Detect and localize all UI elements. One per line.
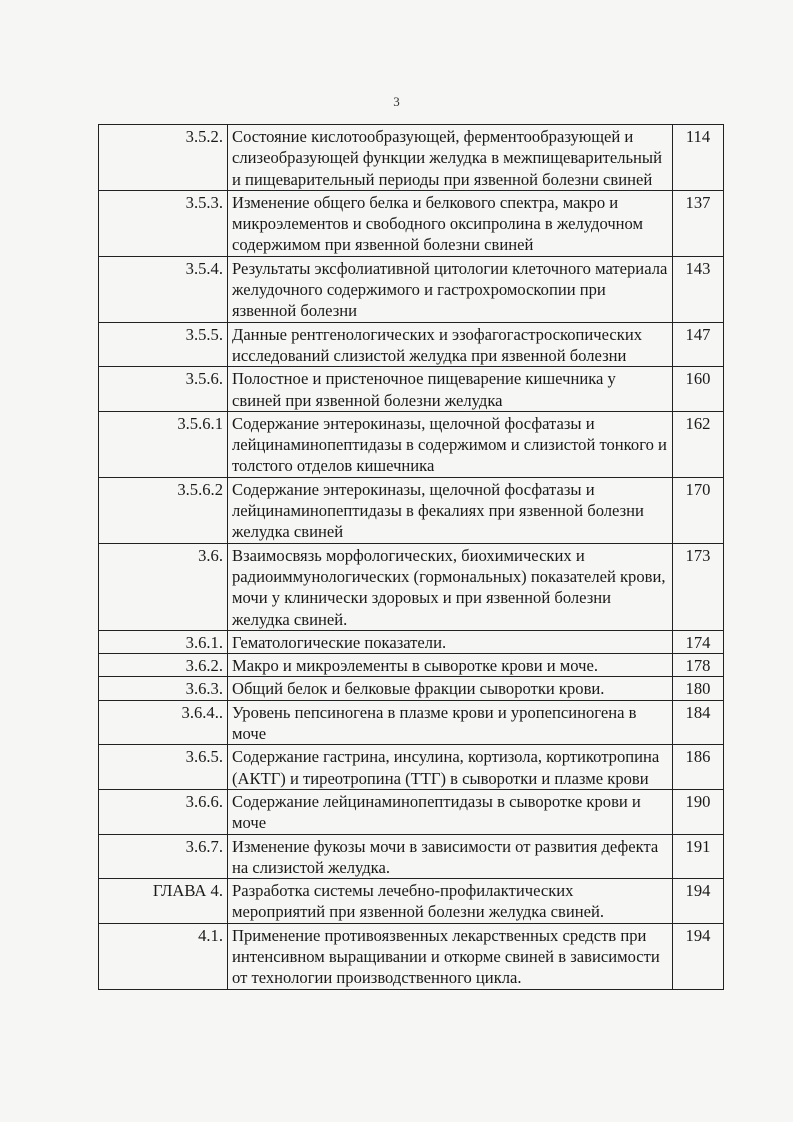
section-number: 3.5.4.	[99, 256, 228, 322]
page-ref: 143	[673, 256, 724, 322]
page-ref: 191	[673, 834, 724, 879]
section-title: Уровень пепсиногена в плазме крови и уропепсиногена в моче	[228, 700, 673, 745]
section-number: 3.6.3.	[99, 677, 228, 700]
page-ref: 186	[673, 745, 724, 790]
section-title: Содержание энтерокиназы, щелочной фосфатазы и лейцинаминопептидазы в содержимом и слизистой тонкого и толстого отделов кишечника	[228, 411, 673, 477]
section-number: 3.6.6.	[99, 789, 228, 834]
toc-row	[99, 923, 724, 989]
section-title: Взаимосвязь морфологических, биохимических и радиоиммунологических (гормональных) показателей крови, мочи у клинически здоровых и при язвенной болезни желудка свиней.	[228, 543, 673, 630]
section-title: Гематологические показатели.	[228, 630, 673, 653]
section-title: Содержание энтерокиназы, щелочной фосфатазы и лейцинаминопептидазы в фекалиях при язвенной болезни желудка свиней	[228, 477, 673, 543]
section-number: 3.6.	[99, 543, 228, 630]
page-ref: 114	[673, 125, 724, 191]
page-number: 3	[393, 94, 400, 109]
table-of-contents	[98, 124, 724, 990]
page-ref: 174	[673, 630, 724, 653]
section-title: Применение противоязвенных лекарственных средств при интенсивном выращивании и откорме свиней в зависимости от технологии производственного цикла.	[228, 923, 673, 989]
section-number: 4.1.	[99, 923, 228, 989]
page-ref: 194	[673, 879, 724, 924]
toc-row	[99, 654, 724, 677]
section-title: Макро и микроэлементы в сыворотке крови и моче.	[228, 654, 673, 677]
section-number: 3.6.4..	[99, 700, 228, 745]
section-title: Результаты эксфолиативной цитологии клеточного материала желудочного содержимого и гастрохромоскопии при язвенной болезни	[228, 256, 673, 322]
page-ref: 194	[673, 923, 724, 989]
section-title: Изменение фукозы мочи в зависимости от развития дефекта на слизистой желудка.	[228, 834, 673, 879]
page-ref: 180	[673, 677, 724, 700]
section-number: 3.6.2.	[99, 654, 228, 677]
page-ref: 137	[673, 190, 724, 256]
toc-row	[99, 256, 724, 322]
section-number: 3.6.7.	[99, 834, 228, 879]
section-number: 3.5.6.1	[99, 411, 228, 477]
section-number: 3.5.6.	[99, 367, 228, 412]
page-ref: 160	[673, 367, 724, 412]
toc-row	[99, 477, 724, 543]
toc-row	[99, 190, 724, 256]
section-title: Изменение общего белка и белкового спектра, макро и микроэлементов и свободного оксипролина в желудочном содержимом при язвенной болезни свиней	[228, 190, 673, 256]
page-ref: 170	[673, 477, 724, 543]
section-number: ГЛАВА 4.	[99, 879, 228, 924]
section-title: Содержание лейцинаминопептидазы в сыворотке крови и моче	[228, 789, 673, 834]
page-ref: 173	[673, 543, 724, 630]
section-number: 3.5.5.	[99, 322, 228, 367]
section-number: 3.5.2.	[99, 125, 228, 191]
section-number: 3.6.5.	[99, 745, 228, 790]
toc-row	[99, 879, 724, 924]
section-number: 3.5.6.2	[99, 477, 228, 543]
toc-row	[99, 411, 724, 477]
toc-row	[99, 834, 724, 879]
toc-row	[99, 700, 724, 745]
toc-row	[99, 630, 724, 653]
section-number: 3.6.1.	[99, 630, 228, 653]
toc-row	[99, 677, 724, 700]
section-title: Состояние кислотообразующей, ферментообразующей и слизеобразующей функции желудка в межпищеварительный и пищеварительный периоды при язвенной болезни свиней	[228, 125, 673, 191]
page-ref: 178	[673, 654, 724, 677]
page-ref: 184	[673, 700, 724, 745]
page-ref: 190	[673, 789, 724, 834]
toc-row	[99, 322, 724, 367]
toc-row	[99, 745, 724, 790]
toc-row	[99, 367, 724, 412]
section-title: Разработка системы лечебно-профилактических мероприятий при язвенной болезни желудка свиней.	[228, 879, 673, 924]
page-ref: 162	[673, 411, 724, 477]
section-title: Полостное и пристеночное пищеварение кишечника у свиней при язвенной болезни желудка	[228, 367, 673, 412]
section-number: 3.5.3.	[99, 190, 228, 256]
section-title: Данные рентгенологических и эзофагогастроскопических исследований слизистой желудка при язвенной болезни	[228, 322, 673, 367]
section-title: Общий белок и белковые фракции сыворотки крови.	[228, 677, 673, 700]
toc-row	[99, 125, 724, 191]
toc-row	[99, 543, 724, 630]
toc-row	[99, 789, 724, 834]
page-ref: 147	[673, 322, 724, 367]
section-title: Содержание гастрина, инсулина, кортизола, кортикотропина (АКТГ) и тиреотропина (ТТГ) в сыворотки и плазме крови	[228, 745, 673, 790]
